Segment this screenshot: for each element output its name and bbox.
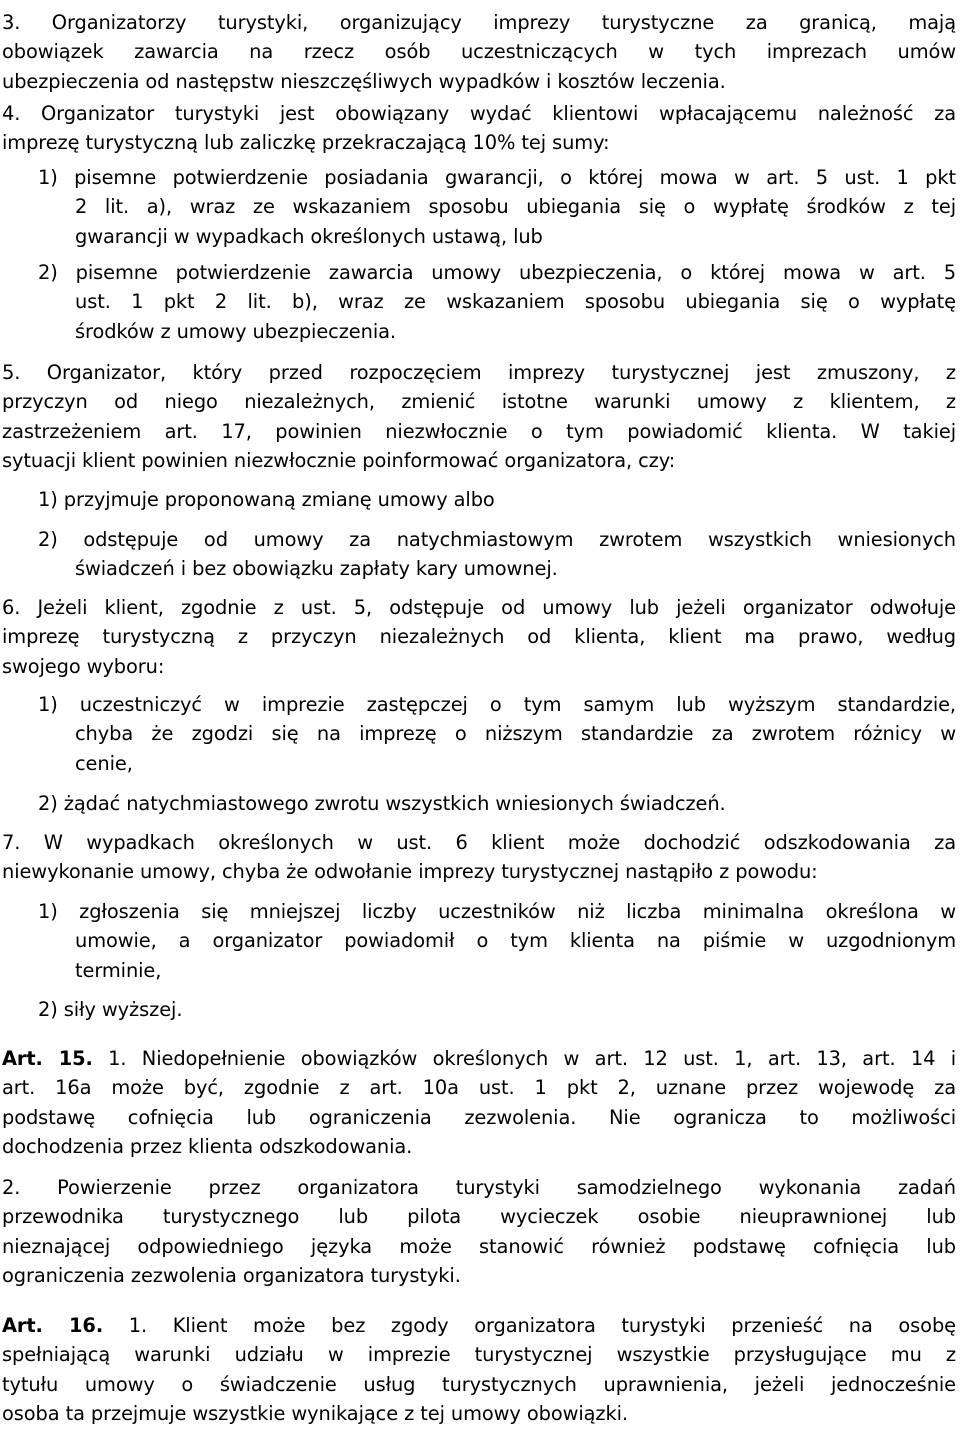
line-text: imprezę turystyczną lub zaliczkę przekraczającą 10% tej sumy:: [2, 131, 610, 155]
line-text: tytułu umowy o świadczenie usług turystycznych uprawnienia, jeżeli jednocześnie: [2, 1372, 956, 1396]
line-text: 2) pisemne potwierdzenie zawarcia umowy ubezpieczenia, o której mowa w art. 5: [38, 261, 956, 284]
text-line: [75, 317, 956, 347]
text-line: [38, 525, 956, 555]
line-text: 2 lit. a), wraz ze wskazaniem sposobu ubiegania się o wypłatę środków z tej: [75, 195, 956, 219]
line-text: 1) pisemne potwierdzenie posiadania gwarancji, o której mowa w art. 5 ust. 1 pkt: [38, 166, 956, 189]
line-text: przyczyn od niego niezależnych, zmienić istotne warunki umowy z klientem, z: [2, 390, 956, 414]
paragraph-p5-1: [38, 485, 956, 516]
text-line: [2, 857, 956, 887]
line-text: 1) zgłoszenia się mniejszej liczby uczestników niż liczba minimalna określona w: [38, 900, 956, 923]
text-line: [38, 789, 956, 819]
line-text: 1) przyjmuje proponowaną zmianę umowy albo: [38, 488, 495, 511]
line-text: świadczeń i bez obowiązku zapłaty kary umownej.: [75, 557, 558, 581]
text-line: [2, 1261, 956, 1291]
paragraph-p5-2: [38, 525, 956, 586]
line-text: umowie, a organizator powiadomił o tym klienta na piśmie w uzgodnionym: [75, 929, 956, 953]
line-text: 1. Niedopełnienie obowiązków określonych w art. 12 ust. 1, art. 13, art. 14 i: [92, 1047, 956, 1070]
text-line: [2, 358, 956, 388]
line-text: dochodzenia przez klienta odszkodowania.: [2, 1134, 413, 1158]
text-line: [38, 690, 956, 720]
text-line: [75, 192, 956, 222]
paragraph-p7-1: [38, 897, 956, 987]
line-text: 2) siły wyższej.: [38, 998, 183, 1021]
text-line: [38, 485, 956, 515]
article-number: Art. 16.: [2, 1314, 104, 1337]
line-text: obowiązek zawarcia na rzecz osób uczestniczących w tych imprezach umów: [2, 40, 956, 64]
text-line: [75, 222, 956, 252]
line-text: nieznającej odpowiedniego języka może stanowić również podstawę cofnięcia lub: [2, 1234, 956, 1258]
line-text: 4. Organizator turystyki jest obowiązany wydać klientowi wpłacającemu należność za: [2, 102, 956, 125]
paragraph-p5: [2, 358, 956, 477]
text-line: [38, 897, 956, 927]
text-line: [2, 1399, 956, 1429]
text-line: [2, 67, 956, 97]
paragraph-art15-1: [2, 1044, 956, 1163]
line-text: środków z umowy ubezpieczenia.: [75, 319, 396, 343]
text-line: [75, 554, 956, 584]
text-line: [2, 1340, 956, 1370]
line-text: swojego wyboru:: [2, 654, 165, 678]
text-line: [75, 926, 956, 956]
line-text: podstawę cofnięcia lub ograniczenia zezwolenia. Nie ogranicza to możliwości: [2, 1105, 956, 1129]
text-line: [75, 719, 956, 749]
line-text: cenie,: [75, 751, 133, 775]
line-text: spełniającą warunki udziału w imprezie turystycznej wszystkie przysługujące mu z: [2, 1343, 956, 1367]
text-line: [2, 1132, 956, 1162]
line-text: 1. Klient może bez zgody organizatora turystyki przenieść na osobę: [103, 1314, 956, 1337]
paragraph-p3: [2, 8, 956, 98]
paragraph-p4: [2, 99, 956, 160]
line-text: sytuacji klient powinien niezwłocznie poinformować organizatora, czy:: [2, 448, 676, 472]
paragraph-p4-1: [38, 163, 956, 253]
text-line: [2, 1044, 956, 1074]
line-text: ograniczenia zezwolenia organizatora turystyki.: [2, 1263, 461, 1287]
text-line: [75, 749, 956, 779]
text-line: [2, 8, 956, 38]
text-line: [2, 1103, 956, 1133]
line-text: niewykonanie umowy, chyba że odwołanie imprezy turystycznej nastąpiło z powodu:: [2, 860, 818, 884]
text-line: [2, 1370, 956, 1400]
text-line: [38, 163, 956, 193]
text-line: [38, 995, 956, 1025]
line-text: terminie,: [75, 958, 162, 982]
text-line: [2, 387, 956, 417]
line-text: ust. 1 pkt 2 lit. b), wraz ze wskazaniem sposobu ubiegania się o wypłatę: [75, 290, 956, 314]
text-line: [2, 128, 956, 158]
line-text: przewodnika turystycznego lub pilota wycieczek osobie nieuprawnionej lub: [2, 1205, 956, 1229]
text-line: [2, 1202, 956, 1232]
line-text: 5. Organizator, który przed rozpoczęciem imprezy turystycznej jest zmuszony, z: [2, 361, 956, 384]
text-line: [2, 622, 956, 652]
text-line: [2, 99, 956, 129]
line-text: chyba że zgodzi się na imprezę o niższym standardzie za zwrotem różnicy w: [75, 722, 956, 746]
text-line: [2, 446, 956, 476]
paragraph-p7: [2, 828, 956, 889]
paragraph-p4-2: [38, 258, 956, 348]
text-line: [2, 417, 956, 447]
text-line: [75, 287, 956, 317]
paragraph-p6: [2, 593, 956, 683]
line-text: art. 16a może być, zgodnie z art. 10a ust. 1 pkt 2, uznane przez wojewodę za: [2, 1076, 956, 1100]
paragraph-p6-2: [38, 789, 956, 820]
line-text: osoba ta przejmuje wszystkie wynikające z tej umowy obowiązki.: [2, 1401, 628, 1425]
text-line: [38, 258, 956, 288]
text-line: [2, 1232, 956, 1262]
paragraph-p6-1: [38, 690, 956, 780]
paragraph-art15-2: [2, 1173, 956, 1292]
text-line: [75, 956, 956, 986]
line-text: 2) żądać natychmiastowego zwrotu wszystkich wniesionych świadczeń.: [38, 792, 726, 815]
line-text: ubezpieczenia od następstw nieszczęśliwych wypadków i kosztów leczenia.: [2, 69, 726, 93]
line-text: gwarancji w wypadkach określonych ustawą, lub: [75, 224, 543, 248]
line-text: 2) odstępuje od umowy za natychmiastowym zwrotem wszystkich wniesionych: [38, 528, 956, 551]
article-number: Art. 15.: [2, 1047, 93, 1070]
line-text: imprezę turystyczną z przyczyn niezależnych od klienta, klient ma prawo, według: [2, 625, 956, 649]
paragraph-art16-1: [2, 1311, 956, 1430]
text-line: [2, 1173, 956, 1203]
line-text: 7. W wypadkach określonych w ust. 6 klient może dochodzić odszkodowania za: [2, 831, 956, 854]
line-text: 2. Powierzenie przez organizatora turystyki samodzielnego wykonania zadań: [2, 1176, 956, 1199]
paragraph-p7-2: [38, 995, 956, 1026]
text-line: [2, 828, 956, 858]
line-text: 6. Jeżeli klient, zgodnie z ust. 5, odstępuje od umowy lub jeżeli organizator odwołuje: [2, 596, 956, 619]
text-line: [2, 652, 956, 682]
line-text: 1) uczestniczyć w imprezie zastępczej o tym samym lub wyższym standardzie,: [38, 693, 956, 716]
line-text: 3. Organizatorzy turystyki, organizujący imprezy turystyczne za granicą, mają: [2, 11, 956, 34]
line-text: zastrzeżeniem art. 17, powinien niezwłocznie o tym powiadomić klienta. W takiej: [2, 419, 956, 443]
text-line: [2, 1311, 956, 1341]
text-line: [2, 1073, 956, 1103]
text-line: [2, 37, 956, 67]
text-line: [2, 593, 956, 623]
